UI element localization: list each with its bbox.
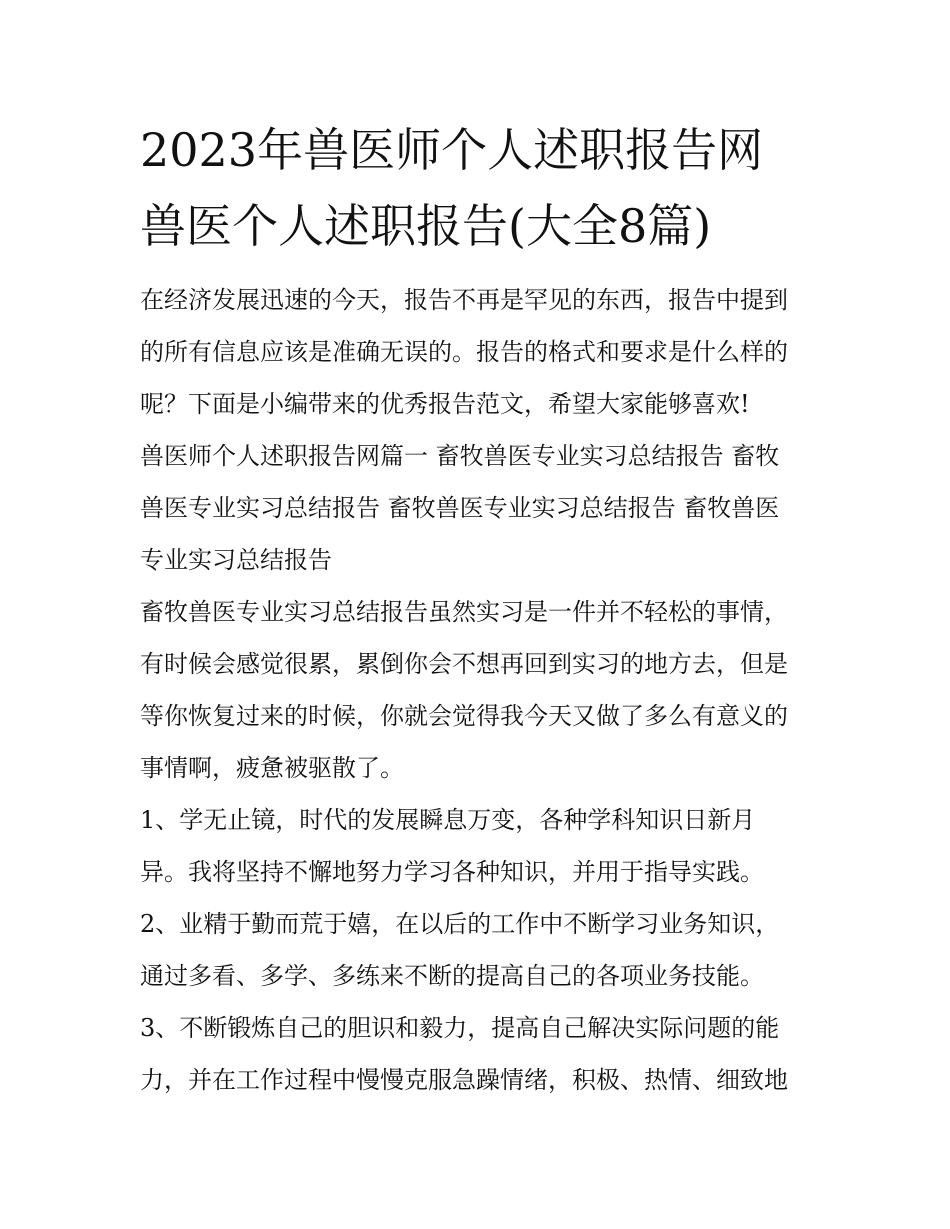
body-line: 3、不断锻炼自己的胆识和毅力，提高自己解决实际问题的能	[140, 1014, 780, 1042]
body-line: 兽医师个人述职报告网篇一 畜牧兽医专业实习总结报告 畜牧	[140, 442, 780, 470]
body-line: 有时候会感觉很累，累倒你会不想再回到实习的地方去，但是	[140, 650, 788, 678]
body-line: 兽医专业实习总结报告 畜牧兽医专业实习总结报告 畜牧兽医	[140, 494, 780, 522]
body-line: 畜牧兽医专业实习总结报告虽然实习是一件并不轻松的事情，	[140, 598, 788, 626]
body-line: 力，并在工作过程中慢慢克服急躁情绪，积极、热情、细致地	[140, 1066, 788, 1094]
body-line: 异。我将坚持不懈地努力学习各种知识，并用于指导实践。	[140, 858, 764, 886]
body-line: 1、学无止镜，时代的发展瞬息万变，各种学科知识日新月	[140, 806, 756, 834]
body-line: 事情啊，疲惫被驱散了。	[140, 754, 404, 782]
body-line: 等你恢复过来的时候，你就会觉得我今天又做了多么有意义的	[140, 702, 788, 730]
body-line: 通过多看、多学、多练来不断的提高自己的各项业务技能。	[140, 962, 764, 990]
document-body	[140, 274, 820, 1106]
title-line-2: 兽医个人述职报告(大全8篇)	[140, 199, 712, 253]
title-line-1: 2023年兽医师个人述职报告网	[140, 123, 764, 177]
document-title	[140, 112, 820, 264]
body-line: 专业实习总结报告	[140, 546, 332, 574]
body-line: 呢？下面是小编带来的优秀报告范文，希望大家能够喜欢!	[140, 390, 750, 418]
document-page	[140, 112, 820, 1106]
body-line: 在经济发展迅速的今天，报告不再是罕见的东西，报告中提到	[140, 286, 788, 314]
body-line: 的所有信息应该是准确无误的。报告的格式和要求是什么样的	[140, 338, 788, 366]
body-line: 2、业精于勤而荒于嬉，在以后的工作中不断学习业务知识，	[140, 910, 780, 938]
